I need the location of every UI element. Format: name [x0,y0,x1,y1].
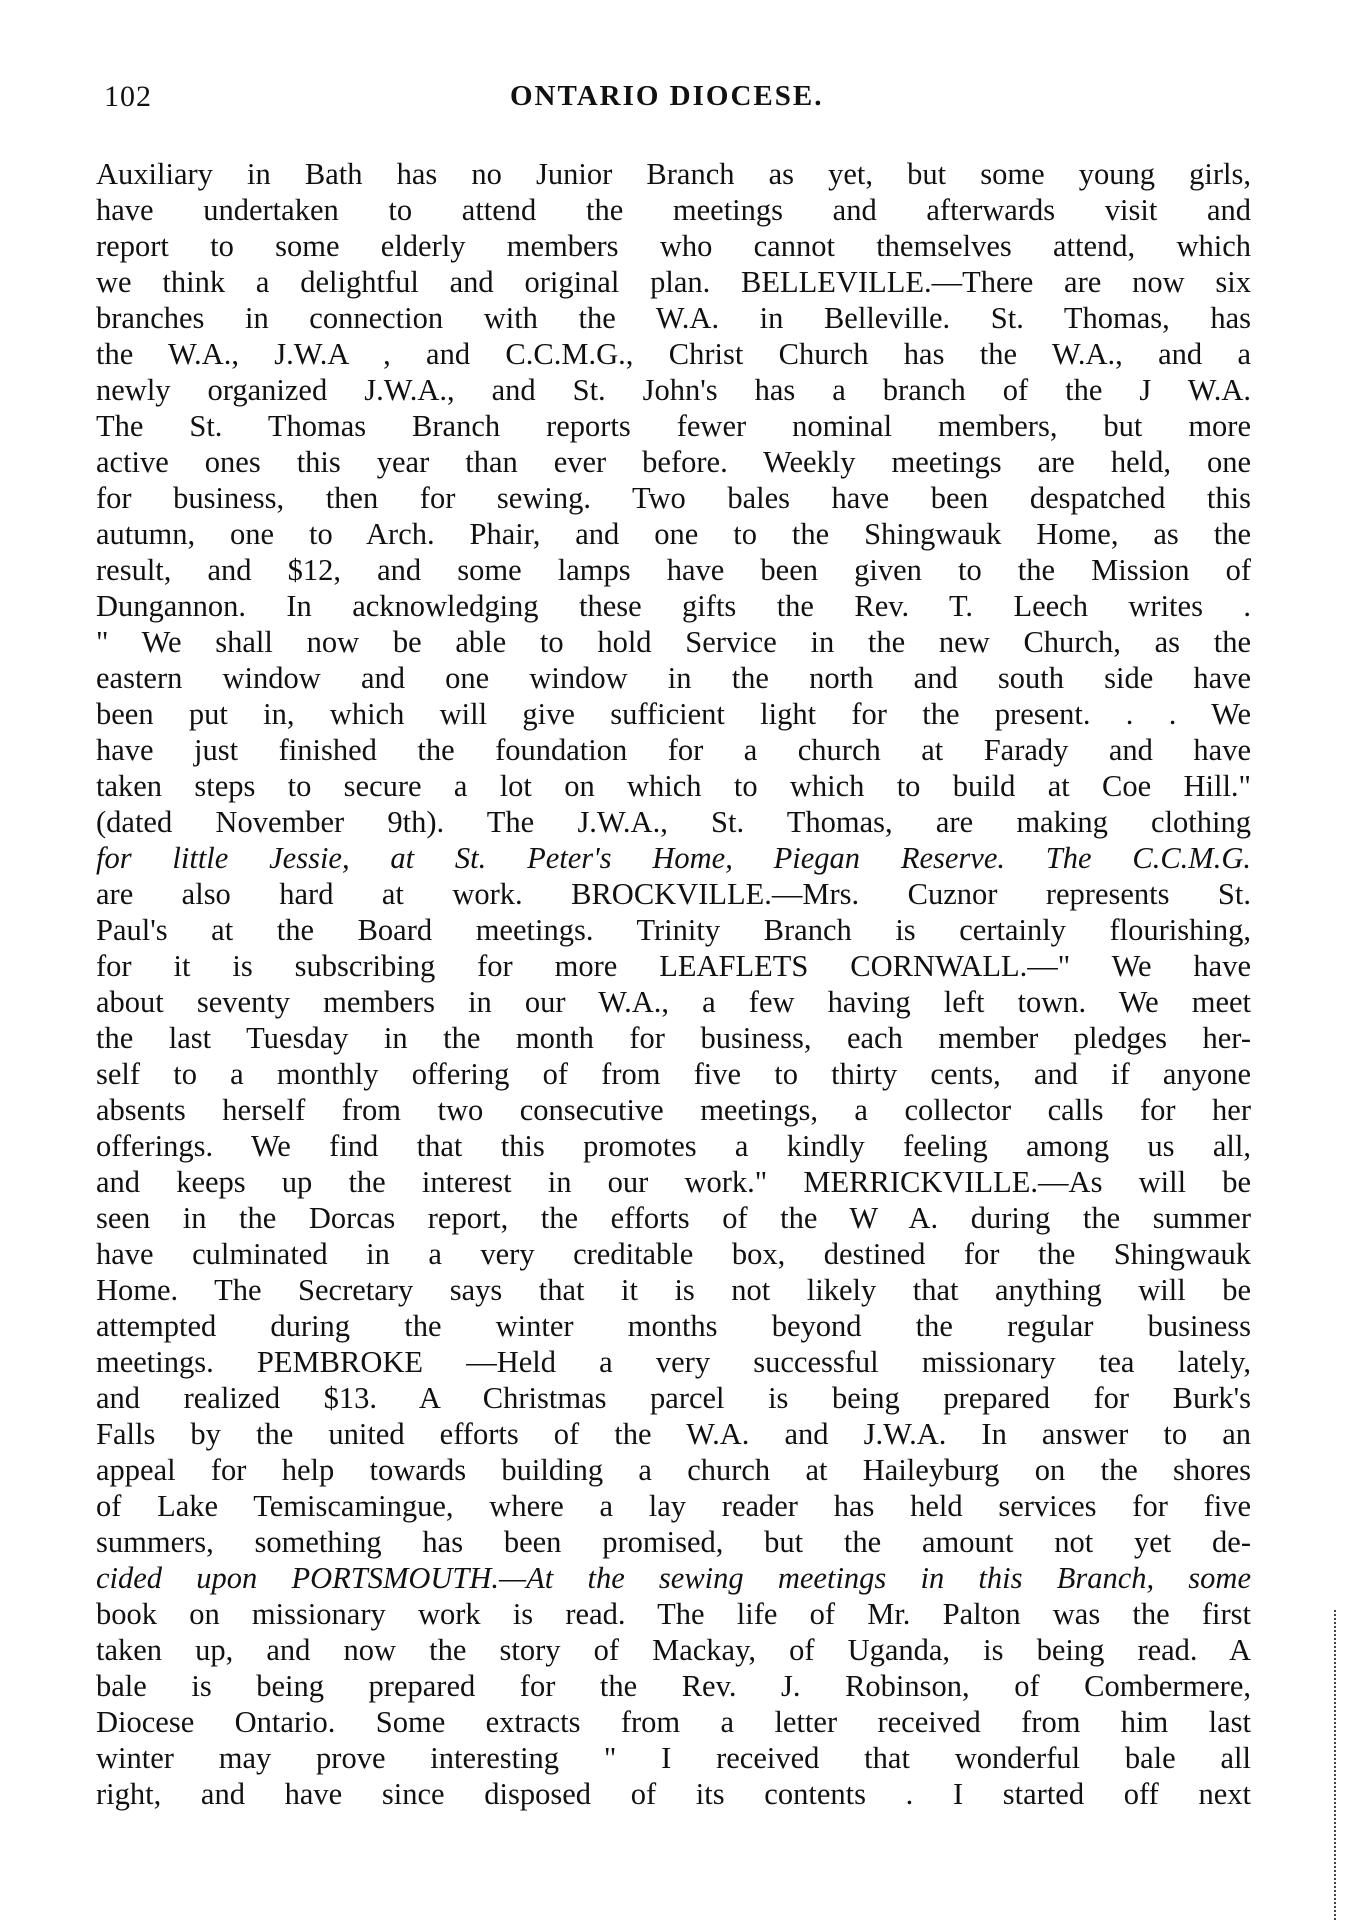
text-line: of Lake Temiscamingue, where a lay reader has held services for five [96,1489,1251,1523]
text-line: eastern window and one window in the north and south side have [96,661,1251,695]
page-number: 102 [104,80,152,113]
text-line: the W.A., J.W.A , and C.C.M.G., Christ Church has the W.A., and a [96,337,1251,371]
text-line: offerings. We find that this promotes a kindly feeling among us all, [96,1129,1251,1163]
text-line: branches in connection with the W.A. in Belleville. St. Thomas, has [96,301,1251,335]
page-edge-mark [1334,1610,1336,1920]
text-line: result, and $12, and some lamps have been given to the Mission of [96,553,1251,587]
body-text [96,156,1251,1812]
text-line: Home. The Secretary says that it is not likely that anything will be [96,1273,1251,1307]
text-line: for little Jessie, at St. Peter's Home, Piegan Reserve. The C.C.M.G. [96,841,1251,875]
text-line: The St. Thomas Branch reports fewer nominal members, but more [96,409,1251,443]
text-line: and realized $13. A Christmas parcel is being prepared for Burk's [96,1381,1251,1415]
text-line: Auxiliary in Bath has no Junior Branch as yet, but some young girls, [96,157,1251,191]
text-line: about seventy members in our W.A., a few having left town. We meet [96,985,1251,1019]
text-line: for it is subscribing for more LEAFLETS CORNWALL.—" We have [96,949,1251,983]
text-line: absents herself from two consecutive meetings, a collector calls for her [96,1093,1251,1127]
running-head [100,80,1250,124]
text-line: book on missionary work is read. The life of Mr. Palton was the first [96,1597,1251,1631]
text-line: bale is being prepared for the Rev. J. Robinson, of Combermere, [96,1669,1251,1703]
text-line: summers, something has been promised, but the amount not yet de- [96,1525,1251,1559]
text-line: Falls by the united efforts of the W.A. and J.W.A. In answer to an [96,1417,1251,1451]
text-line: seen in the Dorcas report, the efforts of the W A. during the summer [96,1201,1251,1235]
text-line: " We shall now be able to hold Service in the new Church, as the [96,625,1251,659]
text-line: cided upon PORTSMOUTH.—At the sewing meetings in this Branch, some [96,1561,1251,1595]
text-line: Diocese Ontario. Some extracts from a letter received from him last [96,1705,1251,1739]
text-line: and keeps up the interest in our work." MERRICKVILLE.—As will be [96,1165,1251,1199]
text-line: appeal for help towards building a church at Haileyburg on the shores [96,1453,1251,1487]
text-line: Dungannon. In acknowledging these gifts the Rev. T. Leech writes . [96,589,1251,623]
text-line: have undertaken to attend the meetings and afterwards visit and [96,193,1251,227]
text-line: the last Tuesday in the month for business, each member pledges her- [96,1021,1251,1055]
text-line: taken steps to secure a lot on which to which to build at Coe Hill." [96,769,1251,803]
text-line: self to a monthly offering of from five to thirty cents, and if anyone [96,1057,1251,1091]
text-line: been put in, which will give sufficient light for the present. . . We [96,697,1251,731]
text-line: report to some elderly members who cannot themselves attend, which [96,229,1251,263]
text-line: attempted during the winter months beyond the regular business [96,1309,1251,1343]
text-line: have culminated in a very creditable box, destined for the Shingwauk [96,1237,1251,1271]
text-line: (dated November 9th). The J.W.A., St. Thomas, are making clothing [96,805,1251,839]
text-line: Paul's at the Board meetings. Trinity Branch is certainly flourishing, [96,913,1251,947]
text-line: right, and have since disposed of its contents . I started off next [96,1777,1251,1811]
text-line: meetings. PEMBROKE —Held a very successful missionary tea lately, [96,1345,1251,1379]
text-line: autumn, one to Arch. Phair, and one to the Shingwauk Home, as the [96,517,1251,551]
text-line: we think a delightful and original plan. BELLEVILLE.—There are now six [96,265,1251,299]
text-line: newly organized J.W.A., and St. John's has a branch of the J W.A. [96,373,1251,407]
text-line: have just finished the foundation for a church at Farady and have [96,733,1251,767]
running-title: ONTARIO DIOCESE. [510,80,824,112]
text-line: winter may prove interesting " I received that wonderful bale all [96,1741,1251,1775]
text-line: for business, then for sewing. Two bales have been despatched this [96,481,1251,515]
text-line: taken up, and now the story of Mackay, of Uganda, is being read. A [96,1633,1251,1667]
text-line: are also hard at work. BROCKVILLE.—Mrs. Cuznor represents St. [96,877,1251,911]
text-line: active ones this year than ever before. Weekly meetings are held, one [96,445,1251,479]
